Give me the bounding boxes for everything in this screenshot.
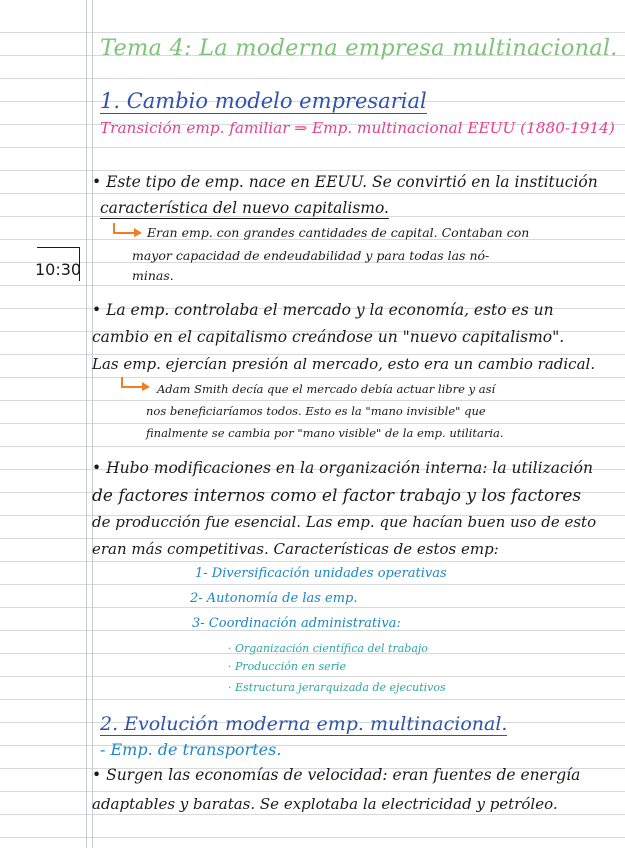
section2-line-1: • Surgen las economías de velocidad: eran fuentes de energía: [92, 766, 581, 784]
section1-heading: 1. Cambio modelo empresarial: [100, 89, 427, 113]
para3-line-4: eran más competitivas. Características de estos emp:: [92, 540, 499, 558]
section1-subheading: Transición emp. familiar ⇒ Emp. multinacional EEUU (1880-1914): [100, 119, 615, 137]
margin-line-outer: [86, 0, 87, 848]
corner-arrow-icon: [112, 222, 144, 238]
corner-arrow-icon: [120, 376, 152, 392]
para2-line-1: • La emp. controlaba el mercado y la economía, esto es un: [92, 301, 554, 319]
para3-sublist-item-3: · Estructura jerarquizada de ejecutivos: [228, 681, 446, 694]
para1-line-2: característica del nuevo capitalismo.: [100, 199, 389, 217]
para2-line-2: cambio en el capitalismo creándose un "nuevo capitalismo".: [92, 328, 565, 346]
page-title: Tema 4: La moderna empresa multinacional.: [100, 35, 618, 61]
para1-note-line-2: mayor capacidad de endeudabilidad y para todas las nó-: [132, 248, 490, 263]
para3-list-item-1: 1- Diversificación unidades operativas: [195, 566, 447, 581]
margin-line-inner: [92, 0, 93, 848]
para2-note-line-3: finalmente se cambia por "mano visible" de la emp. utilitaria.: [146, 426, 504, 440]
para2-note-line-2: nos beneficiaríamos todos. Esto es la "mano invisible" que: [146, 404, 486, 418]
para2-line-3: Las emp. ejercían presión al mercado, esto era un cambio radical.: [92, 355, 596, 373]
para3-list-item-2: 2- Autonomía de las emp.: [190, 591, 358, 606]
para1-line-1: • Este tipo de emp. nace en EEUU. Se convirtió en la institución: [92, 173, 598, 191]
para1-note-line-3: minas.: [132, 268, 174, 283]
para3-sublist-item-2: · Producción en serie: [228, 660, 346, 673]
para3-list-item-3: 3- Coordinación administrativa:: [192, 616, 401, 631]
section2-heading: 2. Evolución moderna emp. multinacional.: [100, 713, 508, 735]
section2-subheading: - Emp. de transportes.: [100, 740, 282, 759]
para1-note-line-1: Eran emp. con grandes cantidades de capital. Contaban con: [147, 225, 530, 240]
para3-line-1: • Hubo modificaciones en la organización interna: la utilización: [92, 459, 593, 477]
para2-note-line-1: Adam Smith decía que el mercado debía actuar libre y así: [157, 382, 496, 396]
section2-line-2: adaptables y baratas. Se explotaba la electricidad y petróleo.: [92, 795, 558, 813]
para3-sublist-item-1: · Organización científica del trabajo: [228, 642, 428, 655]
time-note: 10:30: [37, 247, 80, 281]
para3-line-3: de producción fue esencial. Las emp. que hacían buen uso de esto: [92, 513, 597, 531]
para3-line-2: de factores internos como el factor trabajo y los factores: [92, 486, 582, 506]
